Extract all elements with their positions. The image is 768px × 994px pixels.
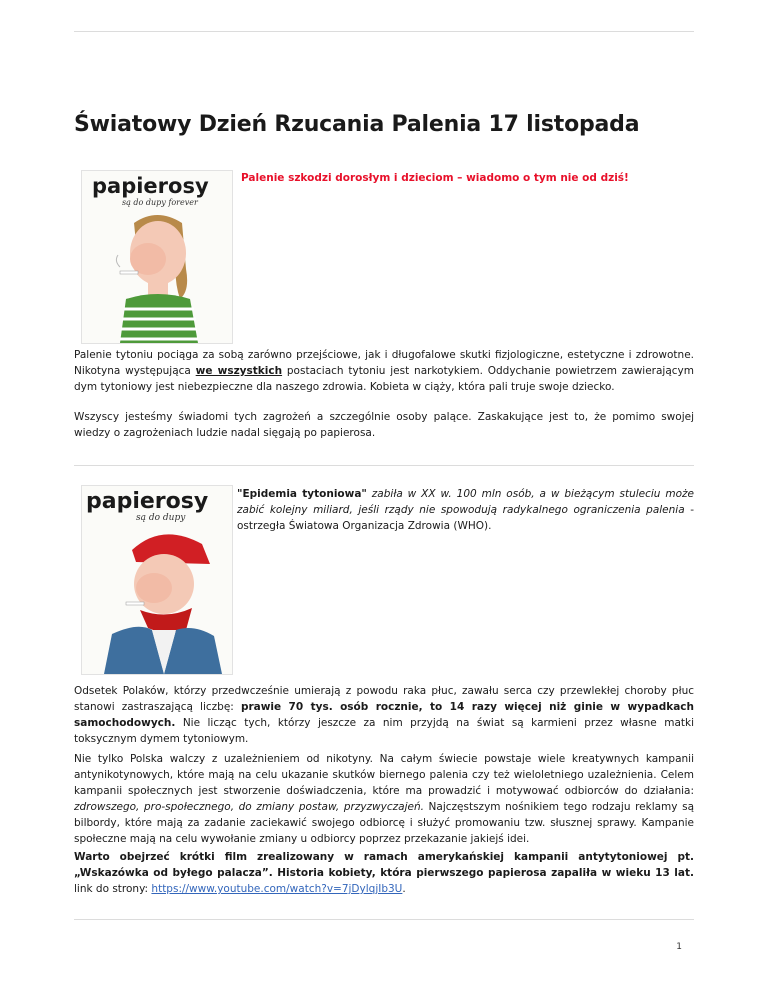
poster2-headline: papierosy (86, 489, 209, 514)
youtube-link[interactable]: https://www.youtube.com/watch?v=7jDylqjIb3U (151, 883, 403, 895)
boy-nose (136, 573, 172, 603)
page-title: Światowy Dzień Rzucania Palenia 17 listopada (74, 112, 640, 137)
poster-boy-image (81, 485, 233, 675)
lead-text: Palenie szkodzi dorosłym i dzieciom – wiadomo o tym nie od dziś! (241, 172, 629, 184)
girl-nose (130, 243, 166, 275)
paragraph-1: Palenie tytoniu pociąga za sobą zarówno przejściowe, jak i długofalowe skutki fizjologiczne, estetyczne i zdrowotne. Nikotyna występująca we wszystkich postaciach tytoniu jest narkotykiem. Oddychanie powietrzem zawierającym dym tytoniowy jest niebezpieczne dla naszego zdrowia. Kobieta w ciąży, która pali truje swoje dziecko. (74, 349, 694, 393)
poster2-tagline: są do dupy (136, 513, 186, 523)
page-number: 1 (676, 942, 682, 952)
girl-cigarette (120, 271, 138, 274)
paragraph-2: Wszyscy jesteśmy świadomi tych zagrożeń a szczególnie osoby palące. Zaskakujące jest to, że pomimo swojej wiedzy o zagrożeniach ludzie nadal sięgają po papierosa. (74, 411, 694, 439)
quote-who: "Epidemia tytoniowa" zabiła w XX w. 100 mln osób, a w bieżącym stuleciu może zabić kolejny miliard, jeśli rządy nie spowodują radykalnego ograniczenia palenia - ostrzegła Światowa Organizacja Zdrowia (WHO). (237, 488, 694, 532)
quote-epidemic-label: "Epidemia tytoniowa" (237, 488, 367, 500)
poster1-headline: papierosy (92, 174, 209, 198)
boy-cigarette (126, 602, 144, 605)
emphasis-all-forms: we wszystkich (195, 365, 283, 377)
paragraph-3: Odsetek Polaków, którzy przedwcześnie umierają z powodu raka płuc, zawału serca czy przewlekłej choroby płuc stanowi zastraszającą liczbę: prawie 70 tys. osób rocznie, to 14 razy więcej niż ginie w wypadkach samochodowych. Nie licząc tych, którzy jeszcze za nim przyjdą na świat są karmieni przez własne matki toksycznym dymem tytoniowym. (74, 685, 694, 745)
poster-girl-image (81, 170, 233, 344)
middle-rule (74, 465, 694, 466)
top-rule (74, 31, 694, 32)
bottom-rule (74, 919, 694, 920)
paragraph-4: Nie tylko Polska walczy z uzależnieniem od nikotyny. Na całym świecie powstaje wiele kreatywnych kampanii antynikotynowych, które mają na celu ukazanie skutków biernego palenia czy też wieloletniego uzależnienia. Celem kampanii społecznych jest stworzenie doświadczenia, które ma prowadzić i motywować odbiorców do działania: zdrowszego, pro-społecznego, do zmiany postaw, przyzwyczajeń. Najczęstszym nośnikiem tego rodzaju reklamy są bilbordy, które mają za zadanie zaciekawić swojego odbiorcę i służyć promowaniu tzw. słusznej sprawy. Kampanie społeczne mają na celu wywołanie zmiany u odbiorcy poprzez przekazanie jakiejś idei. (74, 753, 695, 845)
paragraph-5: Warto obejrzeć krótki film zrealizowany w ramach amerykańskiej kampanii antytytoniowej pt. „Wskazówka od byłego palacza”. Historia kobiety, która pierwszego papierosa zapaliła w wieku 13 lat. link do strony: https://www.youtube.com/watch?v=7jDylqjIb3U. (74, 851, 694, 895)
poster1-tagline: są do dupy forever (122, 198, 198, 207)
